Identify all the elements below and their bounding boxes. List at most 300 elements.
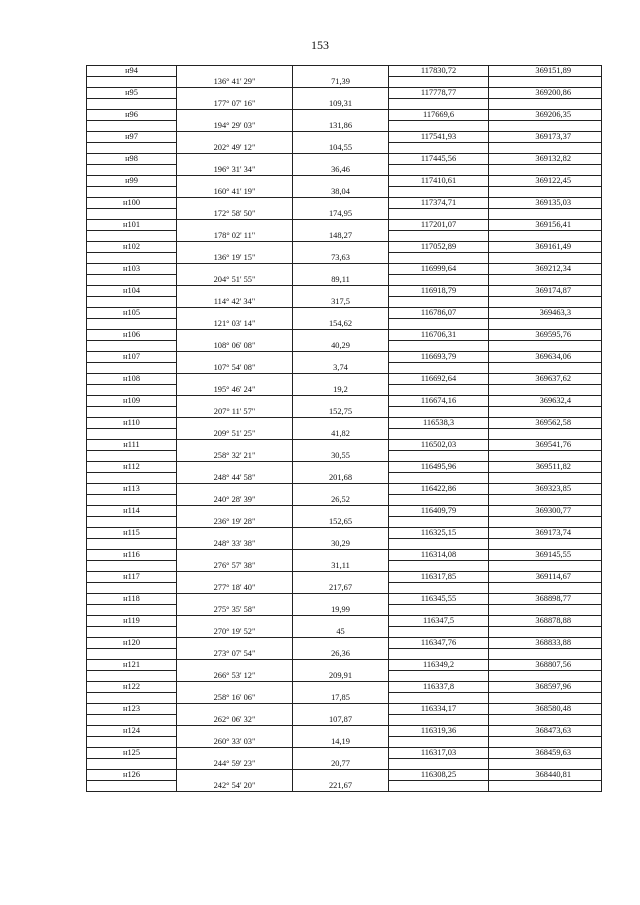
direction-angle: 196° 31' 34": [177, 165, 293, 176]
distance-cell-empty: [293, 286, 389, 297]
segment-length: 174,95: [293, 209, 389, 220]
y-cell-empty: [489, 407, 602, 418]
angle-cell-empty: [177, 176, 293, 187]
x-coordinate: 116422,86: [389, 484, 489, 495]
x-cell-empty: [389, 737, 489, 748]
x-cell-empty: [389, 253, 489, 264]
x-coordinate: 116317,03: [389, 748, 489, 759]
segment-length: 148,27: [293, 231, 389, 242]
y-coordinate: 369174,87: [489, 286, 602, 297]
angle-cell-empty: [177, 440, 293, 451]
segment-length: 31,11: [293, 561, 389, 572]
distance-cell-empty: [293, 506, 389, 517]
angle-cell-empty: [177, 770, 293, 781]
distance-cell-empty: [293, 704, 389, 715]
x-coordinate: 117052,89: [389, 242, 489, 253]
point-cell-empty: [87, 671, 177, 682]
y-coordinate: 369300,77: [489, 506, 602, 517]
x-coordinate: 116347,76: [389, 638, 489, 649]
x-coordinate: 116319,36: [389, 726, 489, 737]
point-row: [87, 330, 602, 341]
point-name: н106: [87, 330, 177, 341]
segment-length: 3,74: [293, 363, 389, 374]
point-row: [87, 154, 602, 165]
angle-cell-empty: [177, 352, 293, 363]
y-cell-empty: [489, 319, 602, 330]
y-cell-empty: [489, 539, 602, 550]
segment-row: [87, 187, 602, 198]
y-coordinate: 368878,88: [489, 616, 602, 627]
y-cell-empty: [489, 473, 602, 484]
y-coordinate: 369323,85: [489, 484, 602, 495]
x-cell-empty: [389, 561, 489, 572]
x-coordinate: 116495,96: [389, 462, 489, 473]
point-row: [87, 440, 602, 451]
x-coordinate: 116538,3: [389, 418, 489, 429]
segment-row: [87, 143, 602, 154]
y-cell-empty: [489, 275, 602, 286]
segment-length: 19,99: [293, 605, 389, 616]
segment-length: 20,77: [293, 759, 389, 770]
point-row: [87, 286, 602, 297]
y-cell-empty: [489, 693, 602, 704]
segment-length: 107,87: [293, 715, 389, 726]
direction-angle: 194° 29' 03": [177, 121, 293, 132]
segment-length: 152,65: [293, 517, 389, 528]
distance-cell-empty: [293, 176, 389, 187]
point-row: [87, 748, 602, 759]
x-cell-empty: [389, 429, 489, 440]
x-cell-empty: [389, 407, 489, 418]
y-cell-empty: [489, 605, 602, 616]
point-row: [87, 220, 602, 231]
y-cell-empty: [489, 517, 602, 528]
point-name: н103: [87, 264, 177, 275]
y-coordinate: 368898,77: [489, 594, 602, 605]
direction-angle: 107° 54' 08": [177, 363, 293, 374]
segment-length: 36,46: [293, 165, 389, 176]
direction-angle: 270° 19' 52": [177, 627, 293, 638]
segment-row: [87, 539, 602, 550]
angle-cell-empty: [177, 308, 293, 319]
x-cell-empty: [389, 473, 489, 484]
y-cell-empty: [489, 253, 602, 264]
distance-cell-empty: [293, 440, 389, 451]
x-coordinate: 116502,03: [389, 440, 489, 451]
point-name: н122: [87, 682, 177, 693]
point-cell-empty: [87, 99, 177, 110]
y-coordinate: 369135,03: [489, 198, 602, 209]
point-row: [87, 528, 602, 539]
x-cell-empty: [389, 319, 489, 330]
x-cell-empty: [389, 517, 489, 528]
segment-row: [87, 693, 602, 704]
x-coordinate: 116674,16: [389, 396, 489, 407]
x-cell-empty: [389, 715, 489, 726]
segment-length: 30,29: [293, 539, 389, 550]
segment-length: 109,31: [293, 99, 389, 110]
distance-cell-empty: [293, 132, 389, 143]
x-cell-empty: [389, 363, 489, 374]
point-cell-empty: [87, 407, 177, 418]
point-name: н102: [87, 242, 177, 253]
segment-length: 14,19: [293, 737, 389, 748]
angle-cell-empty: [177, 330, 293, 341]
x-coordinate: 116918,79: [389, 286, 489, 297]
y-coordinate: 368833,88: [489, 638, 602, 649]
direction-angle: 248° 33' 38": [177, 539, 293, 550]
angle-cell-empty: [177, 726, 293, 737]
distance-cell-empty: [293, 220, 389, 231]
segment-length: 89,11: [293, 275, 389, 286]
point-name: н99: [87, 176, 177, 187]
segment-row: [87, 583, 602, 594]
coordinates-table-container: [86, 65, 601, 792]
y-cell-empty: [489, 649, 602, 660]
segment-length: 17,85: [293, 693, 389, 704]
point-name: н119: [87, 616, 177, 627]
point-cell-empty: [87, 649, 177, 660]
distance-cell-empty: [293, 726, 389, 737]
angle-cell-empty: [177, 88, 293, 99]
point-cell-empty: [87, 231, 177, 242]
segment-row: [87, 297, 602, 308]
angle-cell-empty: [177, 374, 293, 385]
point-cell-empty: [87, 517, 177, 528]
x-coordinate: 116337,8: [389, 682, 489, 693]
distance-cell-empty: [293, 66, 389, 77]
point-cell-empty: [87, 583, 177, 594]
point-cell-empty: [87, 737, 177, 748]
y-coordinate: 369151,89: [489, 66, 602, 77]
y-cell-empty: [489, 561, 602, 572]
point-row: [87, 682, 602, 693]
y-coordinate: 369634,06: [489, 352, 602, 363]
y-cell-empty: [489, 385, 602, 396]
point-name: н112: [87, 462, 177, 473]
distance-cell-empty: [293, 110, 389, 121]
x-coordinate: 116334,17: [389, 704, 489, 715]
point-row: [87, 374, 602, 385]
x-coordinate: 116409,79: [389, 506, 489, 517]
segment-length: 40,29: [293, 341, 389, 352]
point-row: [87, 198, 602, 209]
segment-length: 221,67: [293, 781, 389, 792]
distance-cell-empty: [293, 616, 389, 627]
direction-angle: 275° 35' 58": [177, 605, 293, 616]
x-cell-empty: [389, 187, 489, 198]
point-row: [87, 484, 602, 495]
x-cell-empty: [389, 77, 489, 88]
direction-angle: 207° 11' 57": [177, 407, 293, 418]
segment-row: [87, 517, 602, 528]
direction-angle: 258° 32' 21": [177, 451, 293, 462]
segment-row: [87, 737, 602, 748]
coordinates-table-body: [87, 66, 602, 792]
point-cell-empty: [87, 297, 177, 308]
distance-cell-empty: [293, 418, 389, 429]
direction-angle: 260° 33' 03": [177, 737, 293, 748]
point-name: н108: [87, 374, 177, 385]
point-name: н111: [87, 440, 177, 451]
x-coordinate: 116314,08: [389, 550, 489, 561]
x-coordinate: 116347,5: [389, 616, 489, 627]
point-cell-empty: [87, 77, 177, 88]
segment-row: [87, 99, 602, 110]
x-coordinate: 116317,85: [389, 572, 489, 583]
y-coordinate: 368597,96: [489, 682, 602, 693]
x-cell-empty: [389, 759, 489, 770]
segment-length: 73,63: [293, 253, 389, 264]
point-name: н116: [87, 550, 177, 561]
y-cell-empty: [489, 99, 602, 110]
angle-cell-empty: [177, 682, 293, 693]
direction-angle: 178° 02' 11": [177, 231, 293, 242]
point-name: н125: [87, 748, 177, 759]
y-cell-empty: [489, 583, 602, 594]
segment-length: 317,5: [293, 297, 389, 308]
point-cell-empty: [87, 121, 177, 132]
segment-length: 131,86: [293, 121, 389, 132]
point-cell-empty: [87, 165, 177, 176]
direction-angle: 277° 18' 40": [177, 583, 293, 594]
segment-row: [87, 759, 602, 770]
y-cell-empty: [489, 451, 602, 462]
x-coordinate: 117374,71: [389, 198, 489, 209]
x-cell-empty: [389, 165, 489, 176]
angle-cell-empty: [177, 572, 293, 583]
direction-angle: 160° 41' 19": [177, 187, 293, 198]
segment-length: 104,55: [293, 143, 389, 154]
segment-length: 19,2: [293, 385, 389, 396]
point-name: н113: [87, 484, 177, 495]
point-name: н117: [87, 572, 177, 583]
direction-angle: 242° 54' 20": [177, 781, 293, 792]
point-name: н107: [87, 352, 177, 363]
x-coordinate: 117445,56: [389, 154, 489, 165]
y-coordinate: 369132,82: [489, 154, 602, 165]
direction-angle: 195° 46' 24": [177, 385, 293, 396]
angle-cell-empty: [177, 396, 293, 407]
y-coordinate: 369200,86: [489, 88, 602, 99]
y-coordinate: 369637,62: [489, 374, 602, 385]
point-name: н95: [87, 88, 177, 99]
y-coordinate: 369173,74: [489, 528, 602, 539]
point-name: н109: [87, 396, 177, 407]
point-row: [87, 770, 602, 781]
x-coordinate: 117778,77: [389, 88, 489, 99]
point-cell-empty: [87, 495, 177, 506]
y-coordinate: 368440,81: [489, 770, 602, 781]
segment-row: [87, 121, 602, 132]
point-cell-empty: [87, 781, 177, 792]
point-row: [87, 572, 602, 583]
point-cell-empty: [87, 275, 177, 286]
angle-cell-empty: [177, 418, 293, 429]
x-cell-empty: [389, 385, 489, 396]
coordinates-table: [86, 65, 602, 792]
distance-cell-empty: [293, 682, 389, 693]
x-coordinate: 116693,79: [389, 352, 489, 363]
y-coordinate: 369541,76: [489, 440, 602, 451]
x-coordinate: 117541,93: [389, 132, 489, 143]
point-cell-empty: [87, 319, 177, 330]
y-coordinate: 368459,63: [489, 748, 602, 759]
y-coordinate: 369114,67: [489, 572, 602, 583]
y-cell-empty: [489, 143, 602, 154]
segment-row: [87, 275, 602, 286]
y-cell-empty: [489, 77, 602, 88]
y-cell-empty: [489, 429, 602, 440]
y-coordinate: 369511,82: [489, 462, 602, 473]
y-cell-empty: [489, 209, 602, 220]
segment-row: [87, 407, 602, 418]
distance-cell-empty: [293, 242, 389, 253]
x-cell-empty: [389, 231, 489, 242]
point-cell-empty: [87, 209, 177, 220]
segment-row: [87, 561, 602, 572]
point-row: [87, 638, 602, 649]
y-coordinate: 369173,37: [489, 132, 602, 143]
y-coordinate: 369156,41: [489, 220, 602, 231]
angle-cell-empty: [177, 132, 293, 143]
angle-cell-empty: [177, 242, 293, 253]
direction-angle: 114° 42' 34": [177, 297, 293, 308]
segment-length: 26,52: [293, 495, 389, 506]
y-coordinate: 368580,48: [489, 704, 602, 715]
segment-length: 26,36: [293, 649, 389, 660]
y-coordinate: 369206,35: [489, 110, 602, 121]
point-row: [87, 308, 602, 319]
point-name: н115: [87, 528, 177, 539]
distance-cell-empty: [293, 770, 389, 781]
x-cell-empty: [389, 121, 489, 132]
segment-row: [87, 231, 602, 242]
x-cell-empty: [389, 99, 489, 110]
point-name: н118: [87, 594, 177, 605]
point-cell-empty: [87, 715, 177, 726]
x-coordinate: 116308,25: [389, 770, 489, 781]
x-coordinate: 116999,64: [389, 264, 489, 275]
y-cell-empty: [489, 495, 602, 506]
distance-cell-empty: [293, 550, 389, 561]
distance-cell-empty: [293, 154, 389, 165]
x-cell-empty: [389, 781, 489, 792]
direction-angle: 136° 19' 15": [177, 253, 293, 264]
y-cell-empty: [489, 781, 602, 792]
y-cell-empty: [489, 627, 602, 638]
x-cell-empty: [389, 275, 489, 286]
distance-cell-empty: [293, 462, 389, 473]
point-name: н121: [87, 660, 177, 671]
y-cell-empty: [489, 363, 602, 374]
distance-cell-empty: [293, 352, 389, 363]
angle-cell-empty: [177, 484, 293, 495]
angle-cell-empty: [177, 110, 293, 121]
y-cell-empty: [489, 671, 602, 682]
point-cell-empty: [87, 473, 177, 484]
segment-length: 30,55: [293, 451, 389, 462]
point-row: [87, 110, 602, 121]
point-cell-empty: [87, 693, 177, 704]
segment-length: 45: [293, 627, 389, 638]
point-row: [87, 594, 602, 605]
point-cell-empty: [87, 253, 177, 264]
segment-length: 201,68: [293, 473, 389, 484]
segment-row: [87, 77, 602, 88]
point-cell-empty: [87, 363, 177, 374]
y-coordinate: 369595,76: [489, 330, 602, 341]
segment-row: [87, 649, 602, 660]
point-name: н105: [87, 308, 177, 319]
segment-row: [87, 473, 602, 484]
distance-cell-empty: [293, 660, 389, 671]
x-cell-empty: [389, 341, 489, 352]
distance-cell-empty: [293, 594, 389, 605]
angle-cell-empty: [177, 594, 293, 605]
segment-length: 38,04: [293, 187, 389, 198]
point-cell-empty: [87, 539, 177, 550]
segment-row: [87, 715, 602, 726]
y-cell-empty: [489, 187, 602, 198]
direction-angle: 262° 06' 32": [177, 715, 293, 726]
x-cell-empty: [389, 671, 489, 682]
point-name: н98: [87, 154, 177, 165]
point-name: н114: [87, 506, 177, 517]
direction-angle: 244° 59' 23": [177, 759, 293, 770]
distance-cell-empty: [293, 396, 389, 407]
point-cell-empty: [87, 341, 177, 352]
angle-cell-empty: [177, 66, 293, 77]
x-cell-empty: [389, 649, 489, 660]
y-coordinate: 368807,56: [489, 660, 602, 671]
angle-cell-empty: [177, 550, 293, 561]
distance-cell-empty: [293, 374, 389, 385]
x-cell-empty: [389, 209, 489, 220]
point-cell-empty: [87, 143, 177, 154]
point-name: н123: [87, 704, 177, 715]
point-cell-empty: [87, 627, 177, 638]
segment-row: [87, 605, 602, 616]
segment-row: [87, 363, 602, 374]
point-row: [87, 88, 602, 99]
point-name: н100: [87, 198, 177, 209]
point-row: [87, 352, 602, 363]
point-row: [87, 132, 602, 143]
distance-cell-empty: [293, 330, 389, 341]
point-name: н94: [87, 66, 177, 77]
distance-cell-empty: [293, 484, 389, 495]
x-cell-empty: [389, 693, 489, 704]
distance-cell-empty: [293, 308, 389, 319]
x-cell-empty: [389, 495, 489, 506]
segment-length: 217,67: [293, 583, 389, 594]
point-row: [87, 66, 602, 77]
direction-angle: 136° 41' 29": [177, 77, 293, 88]
segment-row: [87, 429, 602, 440]
direction-angle: 121° 03' 14": [177, 319, 293, 330]
point-name: н104: [87, 286, 177, 297]
segment-row: [87, 495, 602, 506]
y-cell-empty: [489, 121, 602, 132]
angle-cell-empty: [177, 198, 293, 209]
y-cell-empty: [489, 715, 602, 726]
segment-length: 154,62: [293, 319, 389, 330]
segment-length: 71,39: [293, 77, 389, 88]
point-cell-empty: [87, 561, 177, 572]
x-coordinate: 117830,72: [389, 66, 489, 77]
y-coordinate: 369161,49: [489, 242, 602, 253]
